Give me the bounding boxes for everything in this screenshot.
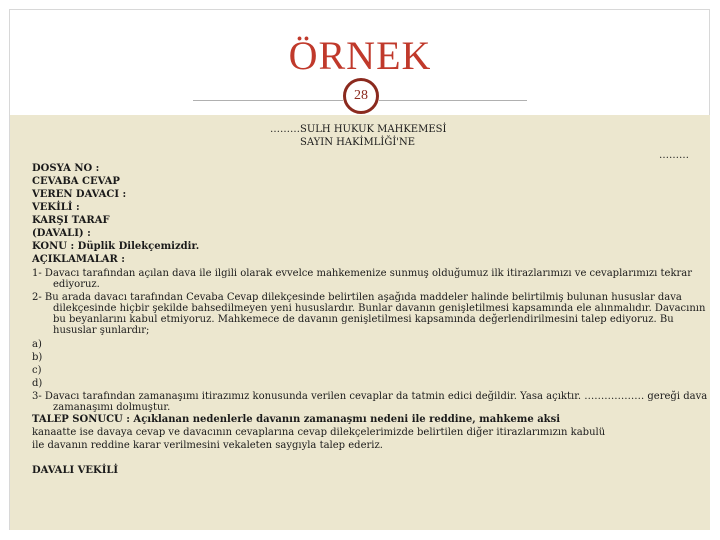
- page-number-badge: 28: [343, 78, 379, 114]
- file-no-label: DOSYA NO :: [32, 163, 100, 174]
- paragraph-1-line-1: 1- Davacı tarafından açılan dava ile ilgili olarak evvelce mahkemenize sunmuş olduğumuz ilk itirazlarımızı ve cevaplarımızı tekrar: [32, 268, 693, 279]
- request-line-2: kanaatte ise davaya cevap ve davacının cevaplarına cevap dilekçelerimizde belirtilen diğer itirazlarımızın kabulü: [32, 427, 606, 438]
- paragraph-3-line-2: zamanaşımı dolmuştur.: [53, 402, 171, 413]
- request-line-3: ile davanın reddine karar verilmesini vekaleten saygıyla talep ederiz.: [32, 440, 383, 451]
- paragraph-2-line-3: bu beyanlarını kabul etmiyoruz. Mahkemece de davanın genişletilmesi kapsamında değerlendirilmesini talep ediyoruz. Bu: [53, 314, 674, 325]
- list-item-d: d): [32, 378, 43, 389]
- explanations-heading: AÇIKLAMALAR :: [32, 254, 125, 265]
- slide-title: ÖRNEK: [288, 33, 432, 78]
- list-item-b: b): [32, 352, 43, 363]
- response-label-1: CEVABA CEVAP: [32, 176, 120, 187]
- opposing-label-1: KARŞI TARAF: [32, 215, 110, 226]
- header-rule-left: [193, 100, 343, 101]
- list-item-a: a): [32, 339, 42, 350]
- judge-line: SAYIN HAKİMLİĞİ'NE: [300, 137, 416, 148]
- paragraph-1-line-2: ediyoruz.: [53, 279, 100, 290]
- opposing-label-2: (DAVALI) :: [32, 228, 91, 239]
- court-line: ………SULH HUKUK MAHKEMESİ: [270, 124, 447, 135]
- attorney-label: VEKİLİ :: [32, 202, 80, 213]
- header-rule-right: [379, 100, 527, 101]
- request-heading: TALEP SONUCU : Açıklanan nedenlerle davanın zamanaşmı nedeni ile reddine, mahkeme aksi: [32, 414, 561, 425]
- list-item-c: c): [32, 365, 42, 376]
- paragraph-2-line-4: hususlar şunlardır;: [53, 325, 150, 336]
- subject-line: KONU : Düplik Dilekçemizdir.: [32, 241, 200, 252]
- paragraph-2-line-2: dilekçesinde hiçbir şekilde bahsedilmeyen yeni hususlardır. Bunlar davanın genişletilmesi kapsamında ele alınmalıdır. Davacının: [53, 303, 706, 314]
- paragraph-3-line-1: 3- Davacı tarafından zamanaşımı itirazımız konusunda verilen cevaplar da tatmin edici değildir. Yasa açıktır. ……………… gereği dava: [32, 391, 708, 402]
- signature-label: DAVALI VEKİLİ: [32, 465, 119, 476]
- paragraph-2-line-1: 2- Bu arada davacı tarafından Cevaba Cevap dilekçesinde belirtilen aşağıda maddeler halinde belirtilmiş bulunan hususlar dava: [32, 292, 682, 303]
- date-placeholder: ………: [659, 150, 689, 161]
- response-label-2: VEREN DAVACI :: [32, 189, 127, 200]
